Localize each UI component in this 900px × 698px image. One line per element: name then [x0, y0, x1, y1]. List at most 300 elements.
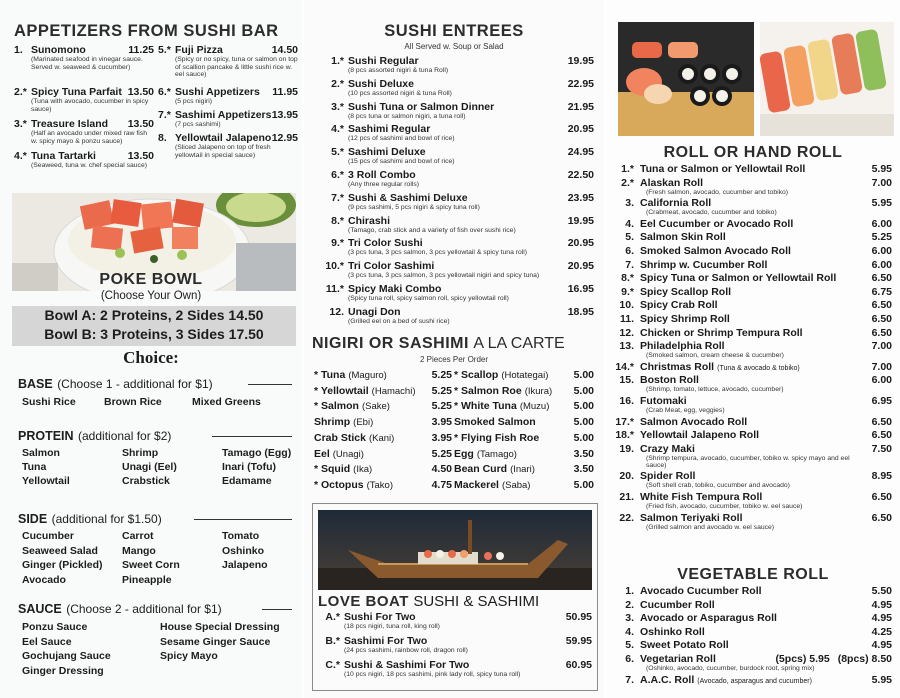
vegetable-roll-number: 1. — [625, 585, 634, 597]
roll-price: 6.00 — [871, 217, 892, 230]
roll-price: 5.95 — [871, 163, 892, 175]
vegetable-roll-name-text: Vegetarian Roll — [640, 653, 716, 665]
nigiri-japanese-name: (Maguro) — [348, 370, 387, 381]
roll-name-text: Spider Roll — [640, 470, 696, 483]
nigiri-name-text: * Octopus — [314, 478, 364, 491]
sauce-note: (Choose 2 - additional for $1) — [66, 602, 222, 616]
roll-price: 5.25 — [871, 231, 892, 244]
roll-item — [612, 327, 892, 339]
protein-heading — [18, 427, 171, 445]
entree-item — [318, 192, 594, 212]
appetizer-number: 2.* — [14, 86, 27, 98]
love-boat-price: 60.95 — [565, 659, 592, 671]
roll-description: (Smoked salmon, cream cheese & cucumber) — [646, 352, 784, 360]
appetizer-description: (Marinated seafood in vinegar sauce. Served w. seaweed & cucumber) — [31, 56, 143, 71]
roll-name — [640, 416, 872, 428]
entree-description: (Grilled eel on a bed of sushi rice) — [348, 317, 450, 325]
nigiri-name — [454, 463, 574, 475]
vegetable-roll-item — [612, 653, 892, 673]
roll-item — [612, 512, 892, 532]
roll-name-text: Alaskan Roll — [640, 176, 704, 189]
appetizer-price: 11.25 — [128, 44, 154, 56]
nigiri-name-text: Mackerel — [454, 478, 499, 491]
roll-item — [612, 340, 892, 360]
roll-number: 12. — [619, 326, 634, 339]
vegetable-roll-name — [640, 653, 775, 665]
nigiri-name — [454, 479, 574, 491]
base-label: BASE — [18, 377, 53, 391]
appetizer-name-text: Tuna Tartarki — [31, 150, 96, 162]
entree-number: 10.* — [325, 260, 344, 273]
roll-price: 6.50 — [871, 491, 892, 503]
roll-item — [612, 429, 892, 441]
entree-description: (15 pcs of sashimi and bowl of rice) — [348, 158, 455, 166]
roll-name — [640, 443, 872, 455]
roll-number: 8.* — [621, 272, 634, 285]
base-option: Brown Rice — [104, 396, 162, 408]
appetizer-name — [14, 86, 122, 98]
vegetable-roll-price: 4.95 — [871, 598, 892, 611]
protein-option: Yellowtail — [22, 475, 70, 487]
side-option: Jalapeno — [222, 559, 268, 571]
appetizer-price: 12.95 — [271, 132, 298, 144]
love-boat-heading-bold: LOVE BOAT — [318, 593, 409, 610]
nigiri-price: 5.00 — [573, 369, 594, 381]
entree-item — [318, 123, 594, 143]
entree-description: (Spicy tuna roll, spicy salmon roll, spicy yellowtail roll) — [348, 295, 509, 302]
roll-name — [640, 429, 872, 441]
nigiri-item — [454, 479, 594, 491]
nigiri-item — [454, 432, 594, 444]
entree-name: 3 Roll Combo — [348, 169, 416, 181]
vegetable-roll-option-5pcs: (5pcs) 5.95 — [775, 653, 830, 665]
roll-number: 17.* — [615, 415, 634, 428]
roll-name — [640, 299, 872, 311]
appetizer-name-text: Fuji Pizza — [175, 44, 223, 56]
entree-number: 6.* — [331, 169, 344, 181]
nigiri-name — [454, 432, 574, 444]
appetizer-name-text: Sunomono — [31, 44, 86, 56]
nigiri-item — [314, 479, 452, 491]
entree-number: 3.* — [331, 100, 344, 113]
roll-name-text: Spicy Crab Roll — [640, 299, 718, 312]
roll-name-text: Salmon Teriyaki Roll — [640, 511, 743, 524]
appetizer-description: (Tuna with avocado, cucumber in spicy sauce) — [31, 98, 149, 113]
roll-price: 6.50 — [871, 415, 892, 428]
roll-description: (Crab Meat, egg, veggies) — [646, 407, 725, 414]
nigiri-heading — [312, 335, 565, 353]
entree-item — [318, 169, 594, 189]
vegetable-roll-item — [612, 585, 892, 597]
nigiri-name — [314, 479, 432, 491]
right-panel — [606, 0, 900, 698]
roll-price: 6.00 — [871, 258, 892, 271]
appetizer-name-text: Yellowtail Jalapeno — [175, 132, 272, 144]
roll-item — [612, 245, 892, 257]
appetizer-name — [158, 86, 260, 98]
roll-description: (Crabmeat, avocado, cucumber and tobiko) — [646, 209, 777, 217]
vegetable-roll-name-text: Cucumber Roll — [640, 598, 715, 611]
side-option: Ginger (Pickled) — [22, 559, 103, 571]
sauce-option: Spicy Mayo — [160, 650, 218, 662]
nigiri-name — [314, 369, 432, 381]
roll-name — [640, 470, 872, 482]
nigiri-japanese-name: (Ika) — [353, 464, 373, 476]
nigiri-price: 5.25 — [431, 400, 452, 413]
side-option: Oshinko — [222, 544, 265, 557]
roll-number: 2.* — [621, 176, 634, 189]
entree-description: (10 pcs assorted nigiri & tuna Roll) — [348, 89, 452, 97]
nigiri-japanese-name: (Unagi) — [332, 448, 364, 460]
sauce-heading — [18, 600, 222, 618]
entree-price: 20.95 — [567, 123, 594, 136]
nigiri-name-text: Smoked Salmon — [454, 416, 536, 429]
vegetable-roll-name-text: Avocado or Asparagus Roll — [640, 612, 777, 625]
entree-description: (8 pcs tuna or salmon nigiri, a tuna roll) — [348, 112, 466, 120]
vegetable-roll-item — [612, 626, 892, 638]
appetizer-name — [158, 109, 271, 121]
nigiri-name — [454, 385, 574, 397]
roll-name-text: Spicy Tuna or Salmon or Yellowtail Roll — [640, 272, 837, 285]
roll-item — [612, 299, 892, 311]
roll-number: 11. — [619, 313, 634, 325]
nigiri-name-text: Eel — [314, 447, 330, 460]
roll-item — [612, 272, 892, 284]
appetizer-description: (Sliced Jalapeno on top of fresh yellowtail in special sauce) — [175, 144, 271, 159]
roll-name — [640, 163, 872, 175]
roll-name — [640, 327, 872, 339]
side-option: Seaweed Salad — [22, 544, 98, 557]
entree-name: Spicy Maki Combo — [348, 283, 442, 295]
vegetable-roll-price: 4.95 — [871, 639, 892, 652]
vegetable-roll-item — [612, 674, 892, 686]
roll-name — [640, 512, 872, 524]
love-boat-price: 50.95 — [565, 611, 592, 623]
side-rule — [194, 519, 292, 520]
entree-name: Sushi Regular — [348, 55, 419, 67]
nigiri-price: 5.25 — [431, 369, 452, 381]
base-option: Mixed Greens — [192, 396, 261, 408]
love-boat-description: (24 pcs sashimi, rainbow roll, dragon roll) — [344, 647, 468, 654]
entree-item — [318, 215, 594, 235]
roll-name — [640, 313, 872, 325]
nigiri-price: 5.00 — [573, 478, 594, 491]
nigiri-item — [314, 416, 452, 428]
nigiri-price: 3.50 — [573, 447, 594, 460]
appetizer-item — [14, 44, 154, 71]
entree-number: 9.* — [331, 237, 344, 250]
appetizer-name — [14, 44, 86, 56]
roll-item — [612, 218, 892, 230]
appetizer-item — [14, 150, 154, 170]
roll-item — [612, 470, 892, 490]
roll-number: 10. — [619, 299, 634, 312]
entree-description: (12 pcs of sashimi and bowl of rice) — [348, 135, 455, 143]
nigiri-item — [454, 463, 594, 475]
nigiri-name-text: * Tuna — [314, 369, 346, 381]
appetizer-item — [158, 132, 298, 159]
protein-option: Salmon — [22, 447, 60, 459]
sauce-option: Ginger Dressing — [22, 664, 104, 677]
vegetable-roll-item — [612, 599, 892, 611]
nigiri-item — [454, 400, 594, 412]
nigiri-price: 3.95 — [431, 416, 452, 429]
roll-number: 4. — [625, 217, 634, 230]
entree-price: 21.95 — [567, 100, 594, 113]
side-option: Pineapple — [122, 573, 172, 586]
love-boat-letter: B.* — [325, 635, 340, 647]
roll-number: 20. — [619, 470, 634, 483]
nigiri-item — [314, 400, 452, 412]
nigiri-price: 4.50 — [431, 463, 452, 476]
nigiri-price: 5.25 — [431, 384, 452, 397]
vegetable-roll-name-text: Oshinko Roll — [640, 625, 705, 638]
entree-number: 5.* — [331, 146, 344, 159]
nigiri-japanese-name: (Ebi) — [353, 417, 374, 429]
appetizer-name-text: Treasure Island — [31, 118, 109, 130]
entree-name: Unagi Don — [348, 305, 401, 318]
roll-number: 19. — [619, 442, 634, 455]
entree-name: Sashimi Regular — [348, 123, 431, 136]
entree-item — [318, 283, 594, 303]
entree-item — [318, 146, 594, 166]
vegetable-roll-inline-description: (Avocado, asparagus and cucumber) — [697, 677, 812, 685]
roll-item — [612, 231, 892, 243]
roll-item — [612, 177, 892, 197]
roll-name-text: White Fish Tempura Roll — [640, 491, 763, 503]
nigiri-name — [314, 448, 432, 460]
nigiri-name-text: * Squid — [314, 463, 351, 476]
roll-price: 6.50 — [871, 299, 892, 312]
roll-number: 13. — [619, 340, 634, 353]
appetizer-name — [158, 44, 223, 56]
roll-item — [612, 443, 892, 470]
entree-name: Sushi Deluxe — [348, 77, 414, 90]
roll-price: 6.50 — [871, 326, 892, 339]
roll-price: 7.00 — [871, 360, 892, 373]
roll-item — [612, 491, 892, 511]
roll-number: 21. — [619, 491, 634, 503]
sauce-option: Gochujang Sauce — [22, 650, 111, 662]
bowl-b-line: Bowl B: 3 Proteins, 3 Sides 17.50 — [44, 326, 264, 342]
nigiri-name — [454, 448, 574, 460]
entree-name: Tri Color Sushi — [348, 237, 423, 250]
nigiri-item — [314, 448, 452, 460]
vegetable-roll-number: 2. — [625, 598, 634, 611]
appetizer-price: 14.50 — [271, 44, 298, 56]
entree-price: 19.95 — [567, 55, 594, 67]
nigiri-price: 5.00 — [573, 431, 594, 444]
sauce-option: Eel Sauce — [22, 635, 72, 648]
nigiri-item — [314, 463, 452, 475]
nigiri-price: 5.00 — [573, 384, 594, 397]
entree-description: (Tamago, crab stick and a variety of fish over sushi rice) — [348, 226, 516, 234]
protein-note: (additional for $2) — [78, 429, 172, 443]
roll-description: (Soft shell crab, tobiko, cucumber and avocado) — [646, 482, 790, 490]
entree-price: 20.95 — [567, 237, 594, 250]
appetizer-name — [14, 150, 96, 162]
vegetable-roll-number: 3. — [625, 612, 634, 625]
nigiri-name — [454, 369, 574, 381]
roll-description: (Fried fish, avocado, cucumber, tobiko w. eel sauce) — [646, 503, 803, 510]
sushi-rolls-illustration — [760, 22, 894, 136]
entree-description: (3 pcs tuna, 3 pcs salmon, 3 pcs yellowtail & spicy tuna roll) — [348, 249, 528, 257]
sushi-board-illustration — [618, 22, 754, 136]
entree-price: 24.95 — [567, 146, 594, 159]
entree-price: 22.50 — [567, 169, 594, 181]
appetizer-name — [14, 118, 108, 130]
roll-name — [640, 272, 872, 284]
roll-price: 7.00 — [871, 340, 892, 353]
roll-number: 16. — [619, 395, 634, 407]
appetizer-price: 13.50 — [127, 150, 154, 162]
entree-number: 7.* — [331, 191, 344, 204]
roll-number: 7. — [625, 258, 634, 271]
nigiri-japanese-name: (Inari) — [510, 464, 535, 476]
roll-name-text: Spicy Shrimp Roll — [640, 313, 730, 325]
appetizer-number: 1. — [14, 44, 23, 56]
side-heading — [18, 510, 162, 528]
love-boat-item — [314, 635, 592, 655]
appetizer-description: (Half an avocado under mixed raw fish w. spicy mayo & ponzu sauce) — [31, 130, 147, 145]
roll-price: 6.50 — [871, 511, 892, 524]
appetizer-price: 13.50 — [127, 118, 154, 130]
sauce-option: Ponzu Sauce — [22, 621, 88, 633]
entree-item — [318, 237, 594, 257]
nigiri-name-text: * Flying Fish Roe — [454, 431, 540, 444]
love-boat-name: Sashimi For Two — [344, 635, 428, 647]
vegetable-roll-number: 4. — [625, 625, 634, 638]
vegetable-roll-name — [640, 599, 872, 611]
nigiri-item — [454, 416, 594, 428]
roll-name-text: Salmon Skin Roll — [640, 231, 726, 244]
nigiri-japanese-name: (Tako) — [366, 479, 393, 491]
appetizer-name — [158, 132, 271, 144]
roll-price: 6.75 — [871, 285, 892, 298]
roll-name — [640, 374, 872, 386]
appetizer-number: 5.* — [158, 44, 171, 56]
sauce-rule — [262, 609, 292, 610]
roll-description: (Shrimp, tomato, lettuce, avocado, cucumber) — [646, 386, 784, 394]
nigiri-item — [314, 432, 452, 444]
protein-option: Shrimp — [122, 447, 159, 459]
vegetable-roll-item — [612, 639, 892, 651]
nigiri-japanese-name: (Muzu) — [519, 401, 550, 413]
love-boat-name: Sushi & Sashimi For Two — [344, 659, 470, 671]
vegetable-heading: VEGETABLE ROLL — [677, 566, 829, 583]
love-boat-item — [314, 659, 592, 679]
entree-price: 20.95 — [567, 260, 594, 273]
roll-inline-description: (Tuna & avocado & tobiko) — [717, 364, 800, 372]
nigiri-heading-bold: NIGIRI OR SASHIMI — [312, 335, 469, 352]
side-note: (additional for $1.50) — [51, 512, 162, 526]
roll-number: 9.* — [621, 285, 634, 298]
entree-name: Sushi & Sashimi Deluxe — [348, 191, 468, 204]
sauce-option: House Special Dressing — [160, 621, 280, 633]
appetizer-name-text: Sushi Appetizers — [175, 86, 260, 98]
nigiri-price: 4.75 — [431, 478, 452, 491]
base-heading — [18, 375, 213, 393]
roll-price: 6.95 — [871, 395, 892, 407]
entree-name: Sushi Tuna or Salmon Dinner — [348, 100, 495, 113]
roll-name-text: California Roll — [640, 197, 712, 210]
roll-name-text: Boston Roll — [640, 374, 699, 387]
nigiri-item — [314, 385, 452, 397]
entree-item — [318, 306, 594, 326]
nigiri-japanese-name: (Hamachi) — [371, 385, 416, 397]
roll-name-text: Eel Cucumber or Avocado Roll — [640, 217, 794, 230]
roll-name — [640, 245, 872, 257]
appetizer-description: (Seaweed, tuna w. chef special sauce) — [31, 162, 147, 169]
nigiri-item — [454, 448, 594, 460]
roll-number: 22. — [619, 511, 634, 524]
love-boat-heading-light: SUSHI & SASHIMI — [413, 593, 540, 610]
vegetable-roll-name-text: Avocado Cucumber Roll — [640, 585, 762, 597]
appetizer-item — [158, 109, 298, 129]
roll-item — [612, 313, 892, 325]
roll-item — [612, 259, 892, 271]
vegetable-roll-name — [640, 626, 872, 638]
roll-name — [640, 259, 872, 271]
vegetable-roll-price: 5.95 — [871, 673, 892, 686]
nigiri-price: 5.00 — [573, 400, 594, 413]
protein-option: Edamame — [222, 475, 272, 487]
base-note: (Choose 1 - additional for $1) — [57, 377, 213, 391]
vegetable-roll-name — [640, 674, 872, 686]
appetizer-number: 6.* — [158, 86, 171, 98]
bowl-a-line: Bowl A: 2 Proteins, 2 Sides 14.50 — [44, 307, 264, 323]
roll-name-text: Christmas Roll — [640, 360, 715, 373]
vegetable-roll-description: (Oshinko, avocado, cucumber, burdock root, spring mix) — [646, 665, 815, 672]
nigiri-subtitle: 2 Pieces Per Order — [419, 355, 489, 364]
entree-number: 11.* — [325, 283, 344, 295]
protein-option: Unagi (Eel) — [122, 461, 177, 473]
roll-number: 15. — [619, 374, 634, 387]
nigiri-name — [314, 463, 432, 475]
nigiri-name-text: Bean Curd — [454, 463, 508, 476]
roll-price: 6.00 — [871, 245, 892, 257]
appetizer-number: 7.* — [158, 109, 171, 121]
roll-item — [612, 163, 892, 175]
roll-price: 8.95 — [871, 470, 892, 483]
appetizer-price: 11.95 — [272, 86, 298, 98]
nigiri-name-text: Crab Stick — [314, 431, 366, 444]
roll-price: 6.00 — [871, 374, 892, 387]
nigiri-name-text: * Scallop — [454, 369, 499, 381]
entree-price: 19.95 — [567, 214, 594, 227]
entree-price: 16.95 — [567, 283, 594, 295]
roll-number: 18.* — [615, 429, 634, 442]
nigiri-japanese-name: (Saba) — [501, 479, 531, 491]
entree-number: 2.* — [331, 77, 344, 90]
nigiri-price: 5.25 — [431, 447, 452, 460]
entree-description: (Any three regular rolls) — [348, 181, 420, 188]
vegetable-roll-price: 4.25 — [871, 625, 892, 638]
roll-name — [640, 231, 872, 243]
roll-name-text: Futomaki — [640, 395, 687, 407]
side-option: Tomato — [222, 530, 260, 542]
roll-price: 7.50 — [871, 442, 892, 455]
side-option: Mango — [122, 544, 156, 557]
nigiri-item — [454, 369, 594, 381]
roll-price: 7.00 — [871, 176, 892, 189]
love-boat-description: (10 pcs nigiri, 18 pcs sashimi, pink lady roll, spicy tuna roll) — [344, 671, 521, 678]
nigiri-name-text: Shrimp — [314, 416, 351, 429]
roll-price: 6.50 — [871, 272, 892, 285]
entree-price: 23.95 — [567, 191, 594, 204]
vegetable-roll-name — [640, 639, 872, 651]
protein-rule — [212, 436, 292, 437]
